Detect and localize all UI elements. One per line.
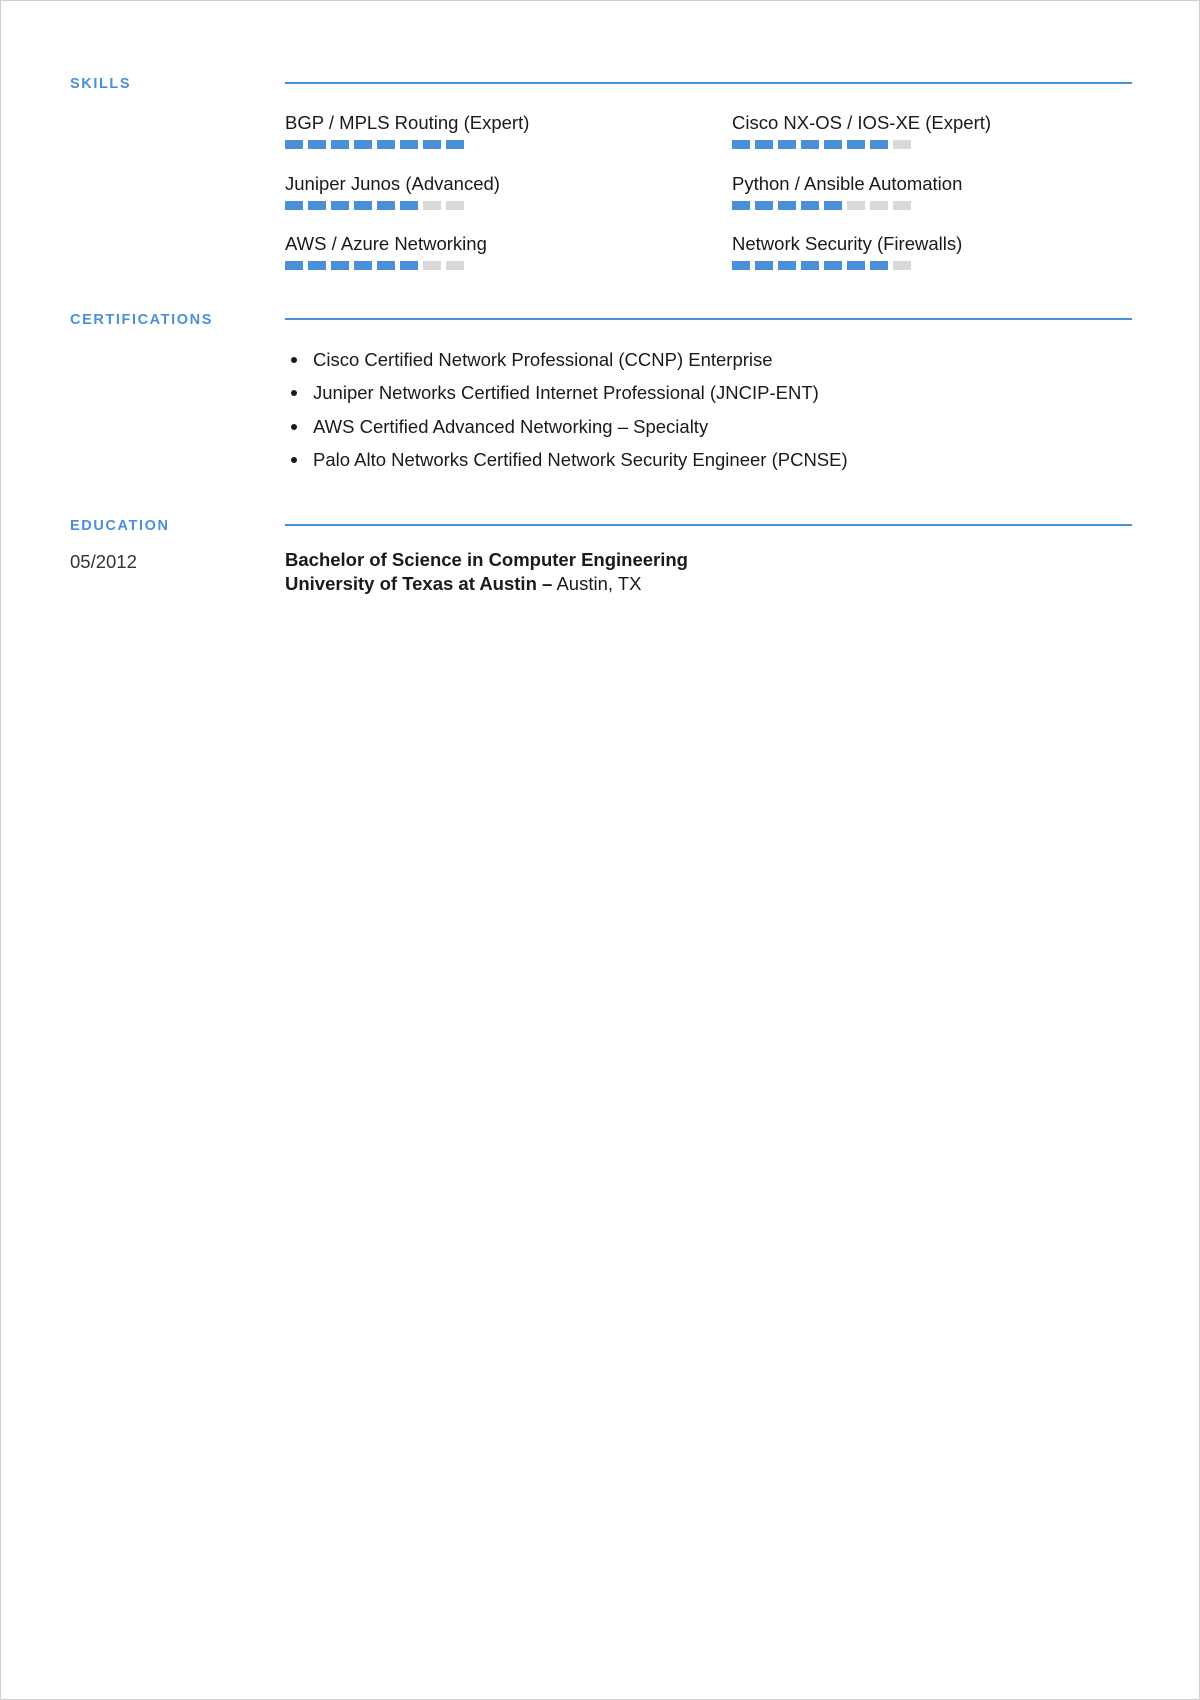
- skill-name: BGP / MPLS Routing (Expert): [285, 112, 530, 133]
- list-item: [285, 376, 848, 409]
- skill-level-bar: [732, 201, 1132, 210]
- skill-item: [285, 173, 732, 234]
- skill-level-bar: [285, 201, 732, 210]
- certification-text: AWS Certified Advanced Networking – Specialty: [313, 415, 709, 437]
- skill-level-segment-empty: [870, 201, 888, 210]
- skill-level-segment-filled: [755, 201, 773, 210]
- skill-level-segment-filled: [732, 140, 750, 149]
- skill-level-segment-filled: [377, 261, 395, 270]
- skill-level-segment-filled: [400, 201, 418, 210]
- skill-level-segment-filled: [732, 261, 750, 270]
- skill-item: [732, 112, 1132, 173]
- certification-text: Palo Alto Networks Certified Network Security Engineer (PCNSE): [313, 448, 848, 470]
- skills-grid: [285, 112, 1132, 294]
- skill-level-segment-filled: [285, 140, 303, 149]
- skill-level-bar: [732, 261, 1132, 270]
- certification-text: Juniper Networks Certified Internet Professional (JNCIP-ENT): [313, 382, 819, 404]
- skill-level-segment-filled: [285, 201, 303, 210]
- skill-level-segment-empty: [423, 201, 441, 210]
- education-section: [1, 518, 1199, 608]
- skill-level-segment-filled: [400, 140, 418, 149]
- school-name: University of Texas at Austin –: [285, 573, 553, 594]
- skill-level-segment-empty: [446, 201, 464, 210]
- bullet-icon: [291, 357, 297, 363]
- skill-level-segment-filled: [847, 261, 865, 270]
- bullet-icon: [291, 457, 297, 463]
- skill-level-segment-empty: [847, 201, 865, 210]
- skill-level-segment-filled: [824, 261, 842, 270]
- skill-level-segment-filled: [801, 140, 819, 149]
- skill-level-segment-filled: [331, 140, 349, 149]
- education-date: 05/2012: [70, 551, 137, 572]
- skill-item: [285, 112, 732, 173]
- skill-level-segment-filled: [801, 261, 819, 270]
- skill-level-bar: [285, 261, 732, 270]
- skill-level-segment-filled: [354, 140, 372, 149]
- skill-level-segment-filled: [755, 261, 773, 270]
- skill-level-segment-filled: [778, 201, 796, 210]
- bullet-icon: [291, 390, 297, 396]
- education-divider: [285, 524, 1132, 526]
- skill-level-segment-filled: [308, 140, 326, 149]
- certifications-heading: CERTIFICATIONS: [70, 312, 213, 328]
- skill-level-segment-filled: [308, 261, 326, 270]
- skill-level-segment-filled: [870, 261, 888, 270]
- skill-item: [732, 173, 1132, 234]
- skill-level-segment-filled: [870, 140, 888, 149]
- skill-level-segment-filled: [331, 261, 349, 270]
- certifications-list: [285, 343, 848, 476]
- skill-name: Network Security (Firewalls): [732, 233, 963, 254]
- skills-heading: SKILLS: [70, 76, 132, 92]
- skill-level-segment-filled: [732, 201, 750, 210]
- skill-name: Juniper Junos (Advanced): [285, 172, 500, 194]
- skill-level-segment-filled: [423, 140, 441, 149]
- list-item: [285, 343, 848, 376]
- skill-level-segment-filled: [331, 201, 349, 210]
- skill-level-segment-empty: [893, 140, 911, 149]
- skill-level-segment-filled: [446, 140, 464, 149]
- skill-level-segment-filled: [824, 201, 842, 210]
- skill-name: Cisco NX-OS / IOS-XE (Expert): [732, 112, 992, 133]
- certifications-section: [1, 312, 1199, 482]
- list-item: [285, 410, 848, 443]
- certifications-divider: [285, 318, 1132, 320]
- skill-level-segment-filled: [377, 140, 395, 149]
- skill-level-segment-filled: [778, 140, 796, 149]
- bullet-icon: [291, 424, 297, 430]
- skill-item: [285, 233, 732, 294]
- skill-level-segment-filled: [377, 201, 395, 210]
- skill-level-segment-empty: [446, 261, 464, 270]
- skill-level-segment-filled: [354, 261, 372, 270]
- skill-level-segment-empty: [423, 261, 441, 270]
- degree-title: Bachelor of Science in Computer Engineering: [285, 549, 688, 570]
- skill-level-segment-filled: [400, 261, 418, 270]
- education-heading: EDUCATION: [70, 518, 170, 534]
- skill-level-bar: [732, 140, 1132, 149]
- skill-level-segment-filled: [285, 261, 303, 270]
- skill-name: AWS / Azure Networking: [285, 233, 487, 254]
- education-details: [285, 548, 688, 596]
- skill-name: Python / Ansible Automation: [732, 172, 963, 194]
- skill-level-segment-filled: [354, 201, 372, 210]
- skill-level-segment-empty: [893, 201, 911, 210]
- skill-level-segment-filled: [755, 140, 773, 149]
- skill-level-segment-filled: [847, 140, 865, 149]
- certification-text: Cisco Certified Network Professional (CCNP) Enterprise: [313, 349, 773, 370]
- school-location: Austin, TX: [556, 573, 642, 594]
- list-item: [285, 443, 848, 476]
- skill-item: [732, 233, 1132, 294]
- skill-level-segment-filled: [824, 140, 842, 149]
- skill-level-segment-filled: [778, 261, 796, 270]
- skill-level-segment-empty: [893, 261, 911, 270]
- skill-level-segment-filled: [801, 201, 819, 210]
- skills-divider: [285, 82, 1132, 84]
- skill-level-segment-filled: [308, 201, 326, 210]
- school-line: [285, 572, 688, 596]
- skills-section: [1, 76, 1199, 276]
- skill-level-bar: [285, 140, 732, 149]
